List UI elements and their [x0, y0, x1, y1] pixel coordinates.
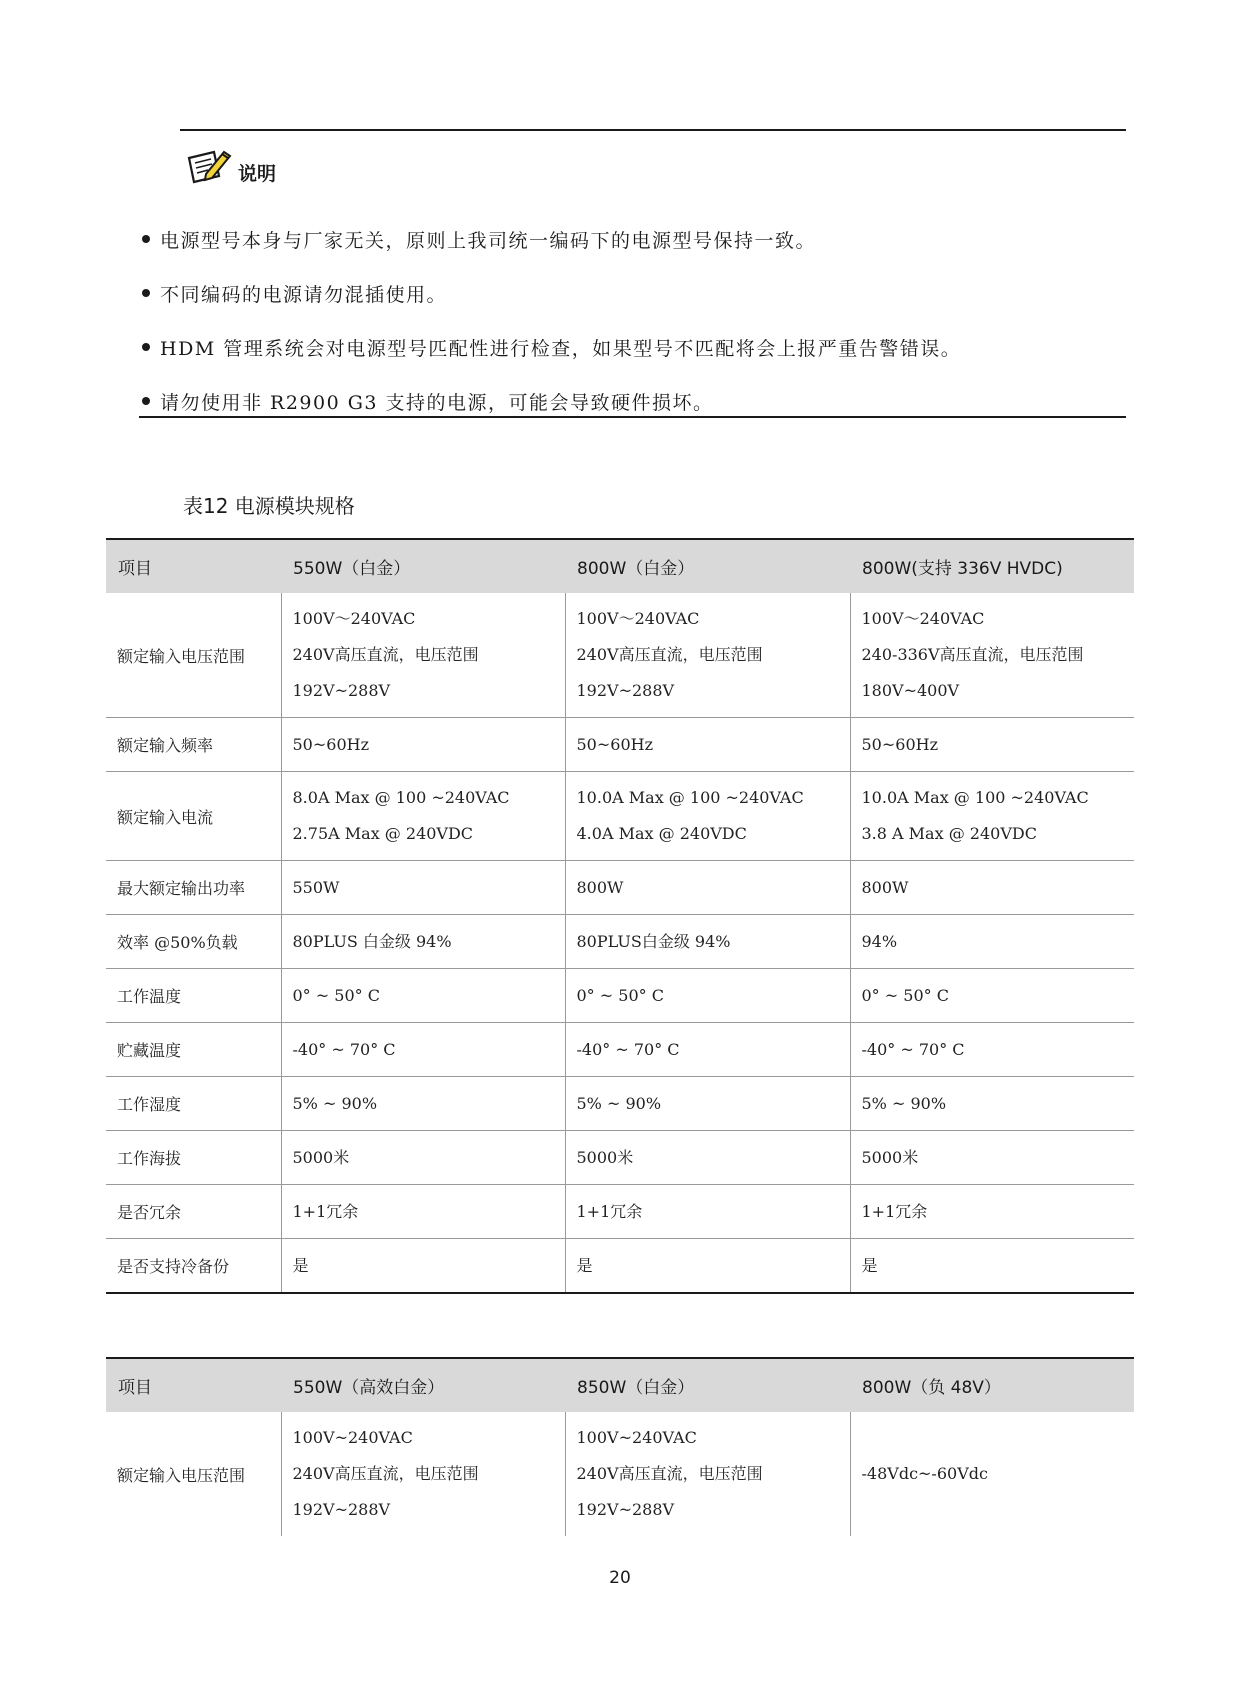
cell-line: -40° ~ 70° C [576, 1039, 680, 1059]
cell-line: 5% ~ 90% [292, 1093, 378, 1113]
cell-line: 8.0A Max @ 100 ~240VAC [292, 788, 510, 807]
table-cell [850, 969, 1134, 1023]
table-row [106, 593, 1134, 718]
note-bullet [140, 266, 1120, 320]
row-label: 工作湿度 [106, 1077, 281, 1131]
column-header: 800W(支持 336V HVDC) [850, 539, 1134, 593]
column-header: 850W（白金） [565, 1358, 850, 1412]
cell-line: 1+1冗余 [292, 1201, 359, 1221]
table-cell [565, 593, 850, 718]
table-cell [565, 772, 850, 861]
cell-line: 50~60Hz [292, 734, 370, 754]
cell-line: 550W [292, 877, 340, 897]
table-row [106, 1077, 1134, 1131]
power-spec-table-1 [106, 538, 1134, 1294]
cell-line: 5000米 [576, 1147, 634, 1167]
table-cell [565, 1185, 850, 1239]
column-header: 项目 [106, 1358, 281, 1412]
cell-line: 50~60Hz [576, 734, 654, 754]
row-label: 工作温度 [106, 969, 281, 1023]
row-label: 是否冗余 [106, 1185, 281, 1239]
table-cell [850, 861, 1134, 915]
cell-line: 240V高压直流，电压范围 [292, 1464, 479, 1483]
table-row [106, 861, 1134, 915]
note-header [186, 148, 276, 188]
table-cell [281, 772, 565, 861]
cell-line: 192V~288V [576, 681, 675, 700]
cell-line: 是 [576, 1255, 593, 1275]
table-cell [565, 718, 850, 772]
cell-line: 100V～240VAC [861, 609, 985, 628]
cell-line: 80PLUS 白金级 94% [292, 931, 452, 951]
table-cell [281, 969, 565, 1023]
cell-line: 5000米 [292, 1147, 350, 1167]
table-cell [565, 915, 850, 969]
row-label: 工作海拔 [106, 1131, 281, 1185]
note-bullet-text: 电源型号本身与厂家无关，原则上我司统一编码下的电源型号保持一致。 [160, 229, 817, 252]
cell-line: 94% [861, 931, 898, 951]
table-row [106, 1412, 1134, 1536]
note-bullet-list [140, 212, 1120, 428]
cell-line: 800W [861, 877, 909, 897]
table-row [106, 1131, 1134, 1185]
cell-line: 240V高压直流，电压范围 [576, 1464, 763, 1483]
cell-line: 192V~288V [576, 1500, 675, 1519]
table-cell [281, 1239, 565, 1294]
column-header: 800W（负 48V） [850, 1358, 1134, 1412]
table-cell [281, 1077, 565, 1131]
cell-line: 100V~240VAC [576, 1428, 697, 1447]
table-cell [281, 593, 565, 718]
table-header-row [106, 539, 1134, 593]
table-row [106, 969, 1134, 1023]
table-cell [281, 1185, 565, 1239]
table-cell [281, 1023, 565, 1077]
table-row [106, 718, 1134, 772]
row-label: 额定输入频率 [106, 718, 281, 772]
table-cell [850, 1131, 1134, 1185]
note-bullet-text: 不同编码的电源请勿混插使用。 [160, 283, 448, 306]
column-header: 800W（白金） [565, 539, 850, 593]
note-pencil-icon [186, 146, 232, 190]
bullet-dot-icon [142, 343, 150, 351]
cell-line: 100V～240VAC [576, 609, 700, 628]
table-header-row [106, 1358, 1134, 1412]
column-header: 项目 [106, 539, 281, 593]
table-cell [850, 1185, 1134, 1239]
cell-line: 240-336V高压直流，电压范围 [861, 645, 1084, 664]
table-cell [850, 772, 1134, 861]
cell-line: 192V~288V [292, 1500, 391, 1519]
cell-line: 240V高压直流，电压范围 [292, 645, 479, 664]
table-cell [850, 1023, 1134, 1077]
note-bullet-text: 请勿使用非 R2900 G3 支持的电源，可能会导致硬件损坏。 [160, 391, 714, 414]
cell-line: 100V～240VAC [292, 609, 416, 628]
table-cell [850, 718, 1134, 772]
table-cell [565, 1412, 850, 1536]
page-number: 20 [609, 1568, 631, 1588]
cell-line: 是 [861, 1255, 878, 1275]
note-bullet [140, 320, 1120, 374]
table-cell [565, 1077, 850, 1131]
table-row [106, 772, 1134, 861]
cell-line: 5% ~ 90% [861, 1093, 947, 1113]
cell-line: 100V~240VAC [292, 1428, 413, 1447]
table-cell [850, 1412, 1134, 1536]
cell-line: 5000米 [861, 1147, 919, 1167]
table-cell [281, 1131, 565, 1185]
power-spec-table-2 [106, 1357, 1134, 1536]
table-row [106, 915, 1134, 969]
row-label: 额定输入电压范围 [117, 646, 246, 666]
cell-line: 1+1冗余 [576, 1201, 643, 1221]
cell-line: 0° ~ 50° C [292, 985, 380, 1005]
row-label: 额定输入电压范围 [117, 1465, 246, 1485]
table-cell [281, 861, 565, 915]
note-title: 说明 [238, 162, 277, 185]
row-label: 效率 @50%负载 [106, 915, 281, 969]
bullet-dot-icon [142, 397, 150, 405]
note-bullet [140, 374, 1120, 428]
table-row [106, 1239, 1134, 1294]
note-bullet-text: HDM 管理系统会对电源型号匹配性进行检查，如果型号不匹配将会上报严重告警错误。 [160, 337, 962, 360]
bullet-dot-icon [142, 235, 150, 243]
column-header: 550W（白金） [281, 539, 565, 593]
cell-line: 192V~288V [292, 681, 391, 700]
row-label: 贮藏温度 [106, 1023, 281, 1077]
table-cell [281, 1412, 565, 1536]
table-caption: 表12 电源模块规格 [183, 494, 355, 518]
cell-line: 5% ~ 90% [576, 1093, 662, 1113]
column-header: 550W（高效白金） [281, 1358, 565, 1412]
cell-line: 10.0A Max @ 100 ~240VAC [576, 788, 804, 807]
row-label: 是否支持冷备份 [106, 1239, 281, 1294]
cell-line: 10.0A Max @ 100 ~240VAC [861, 788, 1089, 807]
table-row [106, 1023, 1134, 1077]
cell-line: 80PLUS白金级 94% [576, 931, 731, 951]
bullet-dot-icon [142, 289, 150, 297]
cell-line: 0° ~ 50° C [861, 985, 949, 1005]
note-bullet [140, 212, 1120, 266]
cell-line: -48Vdc~-60Vdc [861, 1464, 988, 1483]
table-cell [565, 1239, 850, 1294]
row-label: 最大额定输出功率 [106, 861, 281, 915]
table-cell [850, 915, 1134, 969]
cell-line: 1+1冗余 [861, 1201, 928, 1221]
table-cell [565, 969, 850, 1023]
table-row [106, 1185, 1134, 1239]
cell-line: 是 [292, 1255, 309, 1275]
table-cell [565, 1023, 850, 1077]
table-cell [281, 915, 565, 969]
row-label: 额定输入电流 [106, 772, 281, 861]
table-cell [850, 1077, 1134, 1131]
cell-line: 0° ~ 50° C [576, 985, 664, 1005]
table-cell [565, 861, 850, 915]
table-cell [565, 1131, 850, 1185]
table-cell [850, 593, 1134, 718]
cell-line: -40° ~ 70° C [292, 1039, 396, 1059]
cell-line: 180V~400V [861, 681, 960, 700]
cell-line: 4.0A Max @ 240VDC [576, 824, 747, 843]
table-cell [850, 1239, 1134, 1294]
cell-line: 3.8 A Max @ 240VDC [861, 824, 1037, 843]
note-bottom-rule [139, 416, 1126, 418]
cell-line: 800W [576, 877, 624, 897]
cell-line: 50~60Hz [861, 734, 939, 754]
table-cell [281, 718, 565, 772]
note-top-rule [180, 129, 1126, 131]
cell-line: 2.75A Max @ 240VDC [292, 824, 474, 843]
cell-line: 240V高压直流，电压范围 [576, 645, 763, 664]
cell-line: -40° ~ 70° C [861, 1039, 965, 1059]
